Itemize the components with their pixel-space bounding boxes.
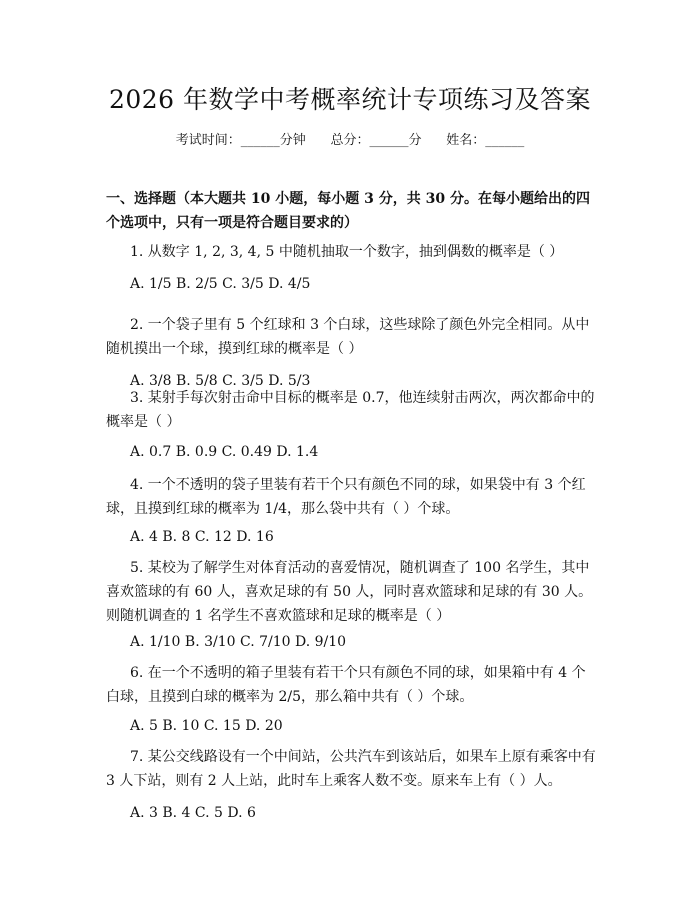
question-5-options: A. 1/10 B. 3/10 C. 7/10 D. 9/10 (130, 634, 347, 650)
question-4-stem: 4. 一个不透明的袋子里装有若干个只有颜色不同的球，如果袋中有 3 个红球，且摸到红球的概率为 1/4，那么袋中共有（ ）个球。 (106, 477, 586, 517)
question-2-options: A. 3/8 B. 5/8 C. 3/5 D. 5/3 (130, 373, 311, 389)
question-6-stem: 6. 在一个不透明的箱子里装有若干个只有颜色不同的球，如果箱中有 4 个白球，且摸到白球的概率为 2/5，那么箱中共有（ ）个球。 (106, 665, 586, 705)
question-6-options: A. 5 B. 10 C. 15 D. 20 (130, 718, 283, 734)
question-1-options: A. 1/5 B. 2/5 C. 3/5 D. 4/5 (130, 276, 311, 292)
exam-info-line: 考试时间：______分钟 总分：______分 姓名：______ (175, 133, 525, 148)
page-title: 2026 年数学中考概率统计专项练习及答案 (108, 85, 592, 114)
question-1-stem: 1. 从数字 1, 2, 3, 4, 5 中随机抽取一个数字，抽到偶数的概率是（ ） (130, 244, 564, 260)
section-heading: 一、选择题（本大题共 10 小题，每小题 3 分，共 30 分。在每小题给出的四个选项中，只有一项是符合题目要求的） (106, 191, 590, 231)
question-7-stem: 7. 某公交线路设有一个中间站，公共汽车到该站后，如果车上原有乘客中有 3 人下站，则有 2 人上站，此时车上乘客人数不变。原来车上有（ ）人。 (106, 749, 596, 789)
question-3-stem: 3. 某射手每次射击命中目标的概率是 0.7，他连续射击两次，两次都命中的概率是（ ） (106, 390, 595, 430)
question-5-stem: 5. 某校为了解学生对体育活动的喜爱情况，随机调查了 100 名学生，其中喜欢篮球的有 60 人，喜欢足球的有 50 人，同时喜欢篮球和足球的有 30 人。则随机调查的 1 名学生不喜欢篮球和足球的概率是（ ） (106, 560, 593, 624)
question-2-stem: 2. 一个袋子里有 5 个红球和 3 个白球，这些球除了颜色外完全相同。从中随机摸出一个球，摸到红球的概率是（ ） (106, 317, 590, 357)
question-3-options: A. 0.7 B. 0.9 C. 0.49 D. 1.4 (130, 444, 319, 460)
question-4-options: A. 4 B. 8 C. 12 D. 16 (130, 529, 274, 545)
question-7-options: A. 3 B. 4 C. 5 D. 6 (130, 805, 256, 821)
